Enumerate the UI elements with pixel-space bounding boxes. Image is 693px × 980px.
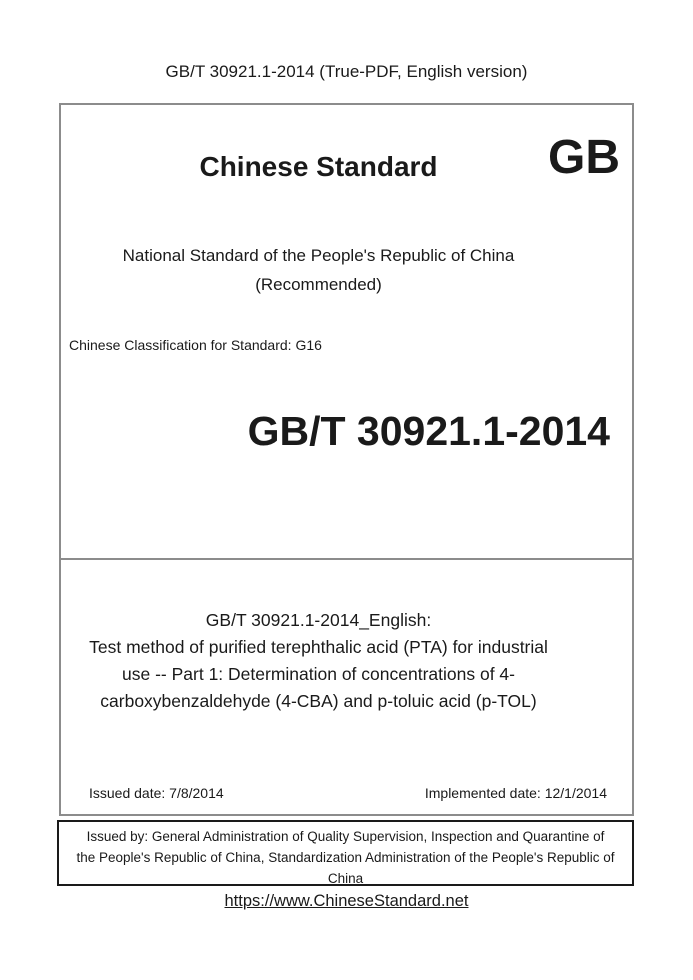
page-footer [0, 890, 693, 912]
cover-box [59, 103, 634, 816]
description-line: GB/T 30921.1-2014_English: [205, 610, 432, 630]
brand-title: Chinese Standard [199, 151, 438, 182]
recommended-line: (Recommended) [255, 275, 382, 294]
standard-code: GB/T 30921.1-2014 [247, 408, 610, 454]
website-link[interactable]: https://www.ChineseStandard.net [224, 892, 469, 910]
issuer-line: the People's Republic of China, Standardization Administration of the People's Republic of [76, 850, 615, 865]
issued-date: Issued date: 7/8/2014 [89, 785, 224, 801]
issuer-box [57, 820, 634, 886]
issuer-line: China [327, 871, 364, 886]
issuer-line: Issued by: General Administration of Quality Supervision, Inspection and Quarantine of [86, 829, 605, 844]
description-line: carboxybenzaldehyde (4-CBA) and p-toluic acid (p-TOL) [100, 691, 537, 711]
page-header: GB/T 30921.1-2014 (True-PDF, English version) [165, 62, 528, 81]
classification-line: Chinese Classification for Standard: G16 [69, 337, 322, 353]
description-line: use -- Part 1: Determination of concentrations of 4- [122, 664, 515, 684]
description-line: Test method of purified terephthalic acid (PTA) for industrial [89, 637, 548, 657]
national-standard-line: National Standard of the People's Republic of China [122, 246, 515, 265]
section-divider [61, 558, 632, 560]
standard-description [61, 607, 576, 715]
gb-logo: GB [548, 131, 620, 184]
implemented-date: Implemented date: 12/1/2014 [424, 785, 607, 801]
dates-row [89, 783, 607, 803]
